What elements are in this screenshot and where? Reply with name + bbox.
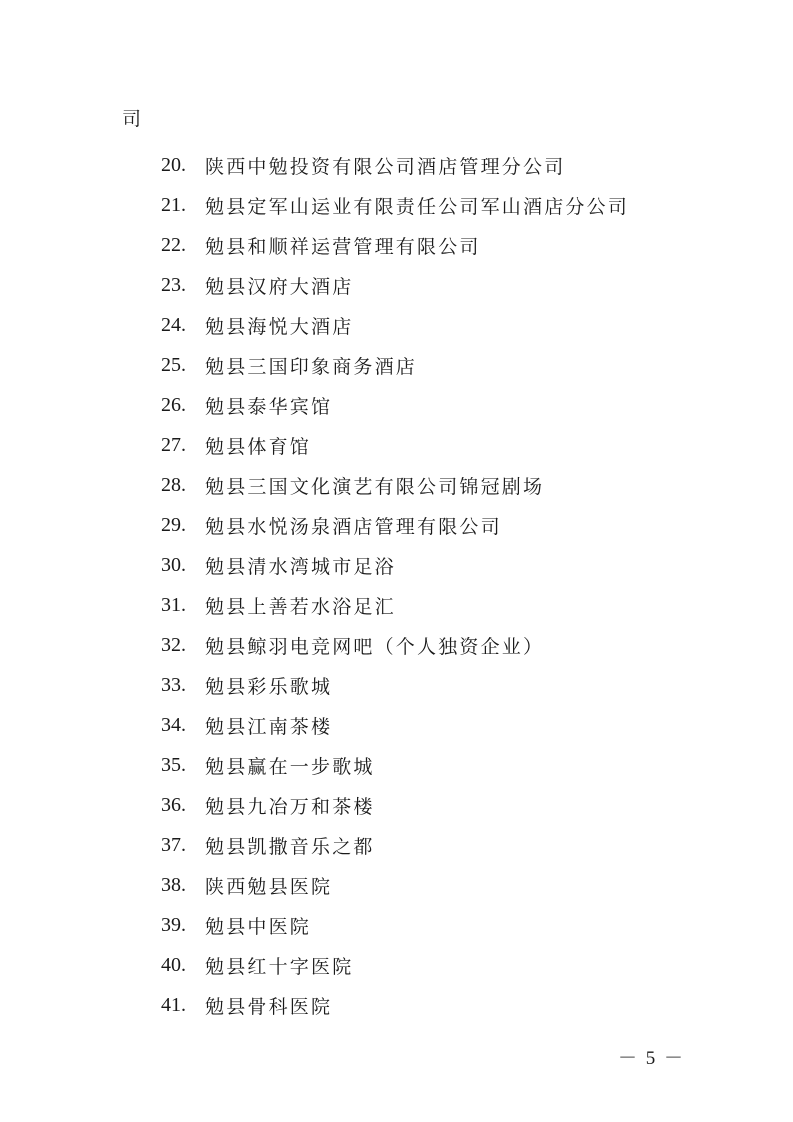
list-item-number: 27. (161, 433, 186, 456)
list-item-name: 勉县九冶万和茶楼 (205, 795, 375, 818)
list-item-number: 21. (161, 193, 186, 216)
list-item (161, 545, 629, 585)
list-item (161, 585, 629, 625)
list-item (161, 425, 629, 465)
list-item-number: 39. (161, 913, 186, 936)
list-item-name: 勉县海悦大酒店 (205, 315, 354, 338)
list-item (161, 625, 629, 665)
list-item-number: 29. (161, 513, 186, 536)
list-item-name: 勉县彩乐歌城 (205, 675, 333, 698)
list-item (161, 705, 629, 745)
list-item-name: 勉县凯撒音乐之都 (205, 835, 375, 858)
list-item-name: 勉县泰华宾馆 (205, 395, 333, 418)
list-item (161, 945, 629, 985)
list-item-number: 33. (161, 673, 186, 696)
list-item-number: 37. (161, 833, 186, 856)
list-item (161, 905, 629, 945)
list-item-number: 30. (161, 553, 186, 576)
list-item (161, 505, 629, 545)
list-item-name: 勉县鲸羽电竞网吧（个人独资企业） (205, 635, 545, 658)
list-item-name: 勉县水悦汤泉酒店管理有限公司 (205, 515, 502, 538)
list-item (161, 225, 629, 265)
list-item-number: 38. (161, 873, 186, 896)
list-item-name: 勉县骨科医院 (205, 995, 333, 1018)
list-item (161, 825, 629, 865)
list-item-name: 陕西勉县医院 (205, 875, 333, 898)
list-item-number: 41. (161, 993, 186, 1016)
list-item-name: 勉县定军山运业有限责任公司军山酒店分公司 (205, 195, 630, 218)
list-item-number: 25. (161, 353, 186, 376)
list-item-name: 勉县三国文化演艺有限公司锦冠剧场 (205, 475, 545, 498)
list-item (161, 745, 629, 785)
list-item (161, 145, 629, 185)
list-item (161, 305, 629, 345)
list-item-name: 勉县中医院 (205, 915, 312, 938)
list-item (161, 665, 629, 705)
page-number: － 5 － (618, 1048, 686, 1069)
list-item (161, 265, 629, 305)
list-item-name: 勉县上善若水浴足汇 (205, 595, 396, 618)
list-item-name: 勉县红十字医院 (205, 955, 354, 978)
continuation-text: 司 (122, 108, 143, 130)
list-item-number: 26. (161, 393, 186, 416)
list-item-number: 31. (161, 593, 186, 616)
list-item-name: 陕西中勉投资有限公司酒店管理分公司 (205, 155, 566, 178)
list-item-number: 24. (161, 313, 186, 336)
list-item (161, 385, 629, 425)
list-item (161, 465, 629, 505)
list-item-number: 35. (161, 753, 186, 776)
list-item (161, 985, 629, 1025)
list-item-number: 34. (161, 713, 186, 736)
entry-list (161, 145, 629, 1025)
list-item-name: 勉县清水湾城市足浴 (205, 555, 396, 578)
list-item-name: 勉县江南茶楼 (205, 715, 333, 738)
list-item-number: 32. (161, 633, 186, 656)
list-item (161, 185, 629, 225)
list-item-number: 22. (161, 233, 186, 256)
list-item-name: 勉县体育馆 (205, 435, 312, 458)
list-item-number: 23. (161, 273, 186, 296)
list-item-number: 40. (161, 953, 186, 976)
list-item (161, 865, 629, 905)
list-item-name: 勉县三国印象商务酒店 (205, 355, 418, 378)
list-item-name: 勉县和顺祥运营管理有限公司 (205, 235, 481, 258)
list-item (161, 345, 629, 385)
list-item-number: 28. (161, 473, 186, 496)
list-item-number: 20. (161, 153, 186, 176)
list-item-number: 36. (161, 793, 186, 816)
list-item (161, 785, 629, 825)
list-item-name: 勉县汉府大酒店 (205, 275, 354, 298)
list-item-name: 勉县赢在一步歌城 (205, 755, 375, 778)
